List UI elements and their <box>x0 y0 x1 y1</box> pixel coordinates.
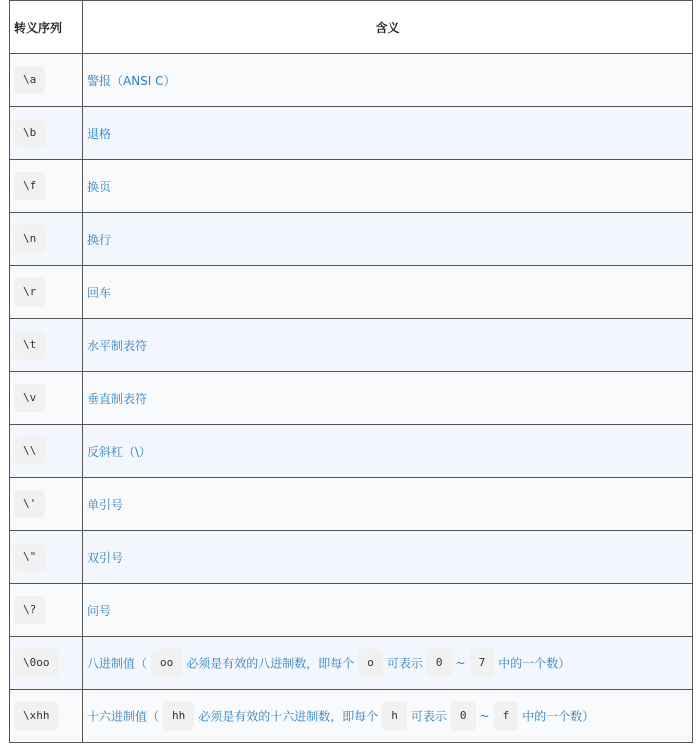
escape-sequence-code: \r <box>14 278 45 306</box>
header-escape-sequence: 转义序列 <box>10 1 83 54</box>
inline-code: 7 <box>470 649 495 677</box>
table-row <box>10 425 693 478</box>
meaning-text: 十六进制值（ <box>87 709 160 724</box>
escape-sequence-code: \? <box>14 596 45 624</box>
meaning-text: 问号 <box>87 603 112 618</box>
table-header-row <box>10 1 693 54</box>
inline-code: 0 <box>427 649 452 677</box>
table-row <box>10 637 693 690</box>
escape-sequence-cell <box>10 160 83 213</box>
meaning-text: 退格 <box>87 126 112 141</box>
meaning-text: 反斜杠（\） <box>87 444 152 459</box>
meaning-cell <box>83 107 693 160</box>
meaning-text: 单引号 <box>87 497 124 512</box>
escape-sequence-cell <box>10 372 83 425</box>
escape-sequence-code: \xhh <box>14 702 59 730</box>
escape-sequence-cell <box>10 637 83 690</box>
inline-code: oo <box>151 649 182 677</box>
table-row <box>10 107 693 160</box>
escape-sequence-cell <box>10 584 83 637</box>
meaning-cell <box>83 425 693 478</box>
escape-sequence-code: \v <box>14 384 45 412</box>
meaning-cell <box>83 690 693 743</box>
meaning-text: 必须是有效的十六进制数，即每个 <box>198 709 379 724</box>
escape-sequence-code: \n <box>14 225 45 253</box>
meaning-text: 回车 <box>87 285 112 300</box>
table-row <box>10 372 693 425</box>
escape-sequence-cell <box>10 425 83 478</box>
meaning-text: 必须是有效的八进制数，即每个 <box>186 656 355 671</box>
meaning-text: 警报（ANSI C） <box>87 73 176 88</box>
meaning-cell <box>83 637 693 690</box>
inline-code: hh <box>163 702 194 730</box>
meaning-text: 换页 <box>87 179 112 194</box>
meaning-cell <box>83 54 693 107</box>
escape-sequence-code: \f <box>14 172 45 200</box>
meaning-cell <box>83 372 693 425</box>
meaning-cell <box>83 319 693 372</box>
inline-code: h <box>382 702 407 730</box>
table-body <box>10 54 693 743</box>
meaning-text: 八进制值（ <box>87 656 148 671</box>
meaning-cell <box>83 584 693 637</box>
escape-sequence-code: \0oo <box>14 649 59 677</box>
meaning-cell <box>83 266 693 319</box>
table-row <box>10 690 693 743</box>
table-row <box>10 531 693 584</box>
table-row <box>10 160 693 213</box>
escape-sequence-cell <box>10 107 83 160</box>
escape-sequence-table <box>9 0 693 743</box>
meaning-text: 中的一个数） <box>498 656 571 671</box>
meaning-text: 换行 <box>87 232 112 247</box>
inline-code: 0 <box>451 702 476 730</box>
meaning-text: 垂直制表符 <box>87 391 148 406</box>
inline-code: o <box>358 649 383 677</box>
table-row <box>10 54 693 107</box>
escape-sequence-code: \\ <box>14 437 45 465</box>
escape-sequence-code: \a <box>14 66 45 94</box>
table-row <box>10 478 693 531</box>
escape-sequence-cell <box>10 478 83 531</box>
escape-sequence-code: \b <box>14 119 45 147</box>
inline-code: f <box>494 702 519 730</box>
meaning-text: ~ <box>479 709 490 723</box>
meaning-text: 水平制表符 <box>87 338 148 353</box>
escape-sequence-cell <box>10 54 83 107</box>
table-row <box>10 213 693 266</box>
escape-sequence-cell <box>10 531 83 584</box>
meaning-text: 双引号 <box>87 550 124 565</box>
meaning-cell <box>83 531 693 584</box>
table-row <box>10 584 693 637</box>
meaning-text: 可表示 <box>386 656 423 671</box>
meaning-text: ~ <box>455 656 466 670</box>
meaning-cell <box>83 478 693 531</box>
meaning-cell <box>83 160 693 213</box>
escape-sequence-code: \t <box>14 331 45 359</box>
escape-sequence-cell <box>10 213 83 266</box>
escape-sequence-cell <box>10 266 83 319</box>
meaning-text: 可表示 <box>410 709 447 724</box>
escape-sequence-cell <box>10 319 83 372</box>
escape-sequence-code: \' <box>14 490 45 518</box>
escape-sequence-code: \" <box>14 543 45 571</box>
table-row <box>10 266 693 319</box>
table-row <box>10 319 693 372</box>
header-meaning: 含义 <box>83 1 693 54</box>
meaning-text: 中的一个数） <box>522 709 595 724</box>
meaning-cell <box>83 213 693 266</box>
escape-sequence-cell <box>10 690 83 743</box>
